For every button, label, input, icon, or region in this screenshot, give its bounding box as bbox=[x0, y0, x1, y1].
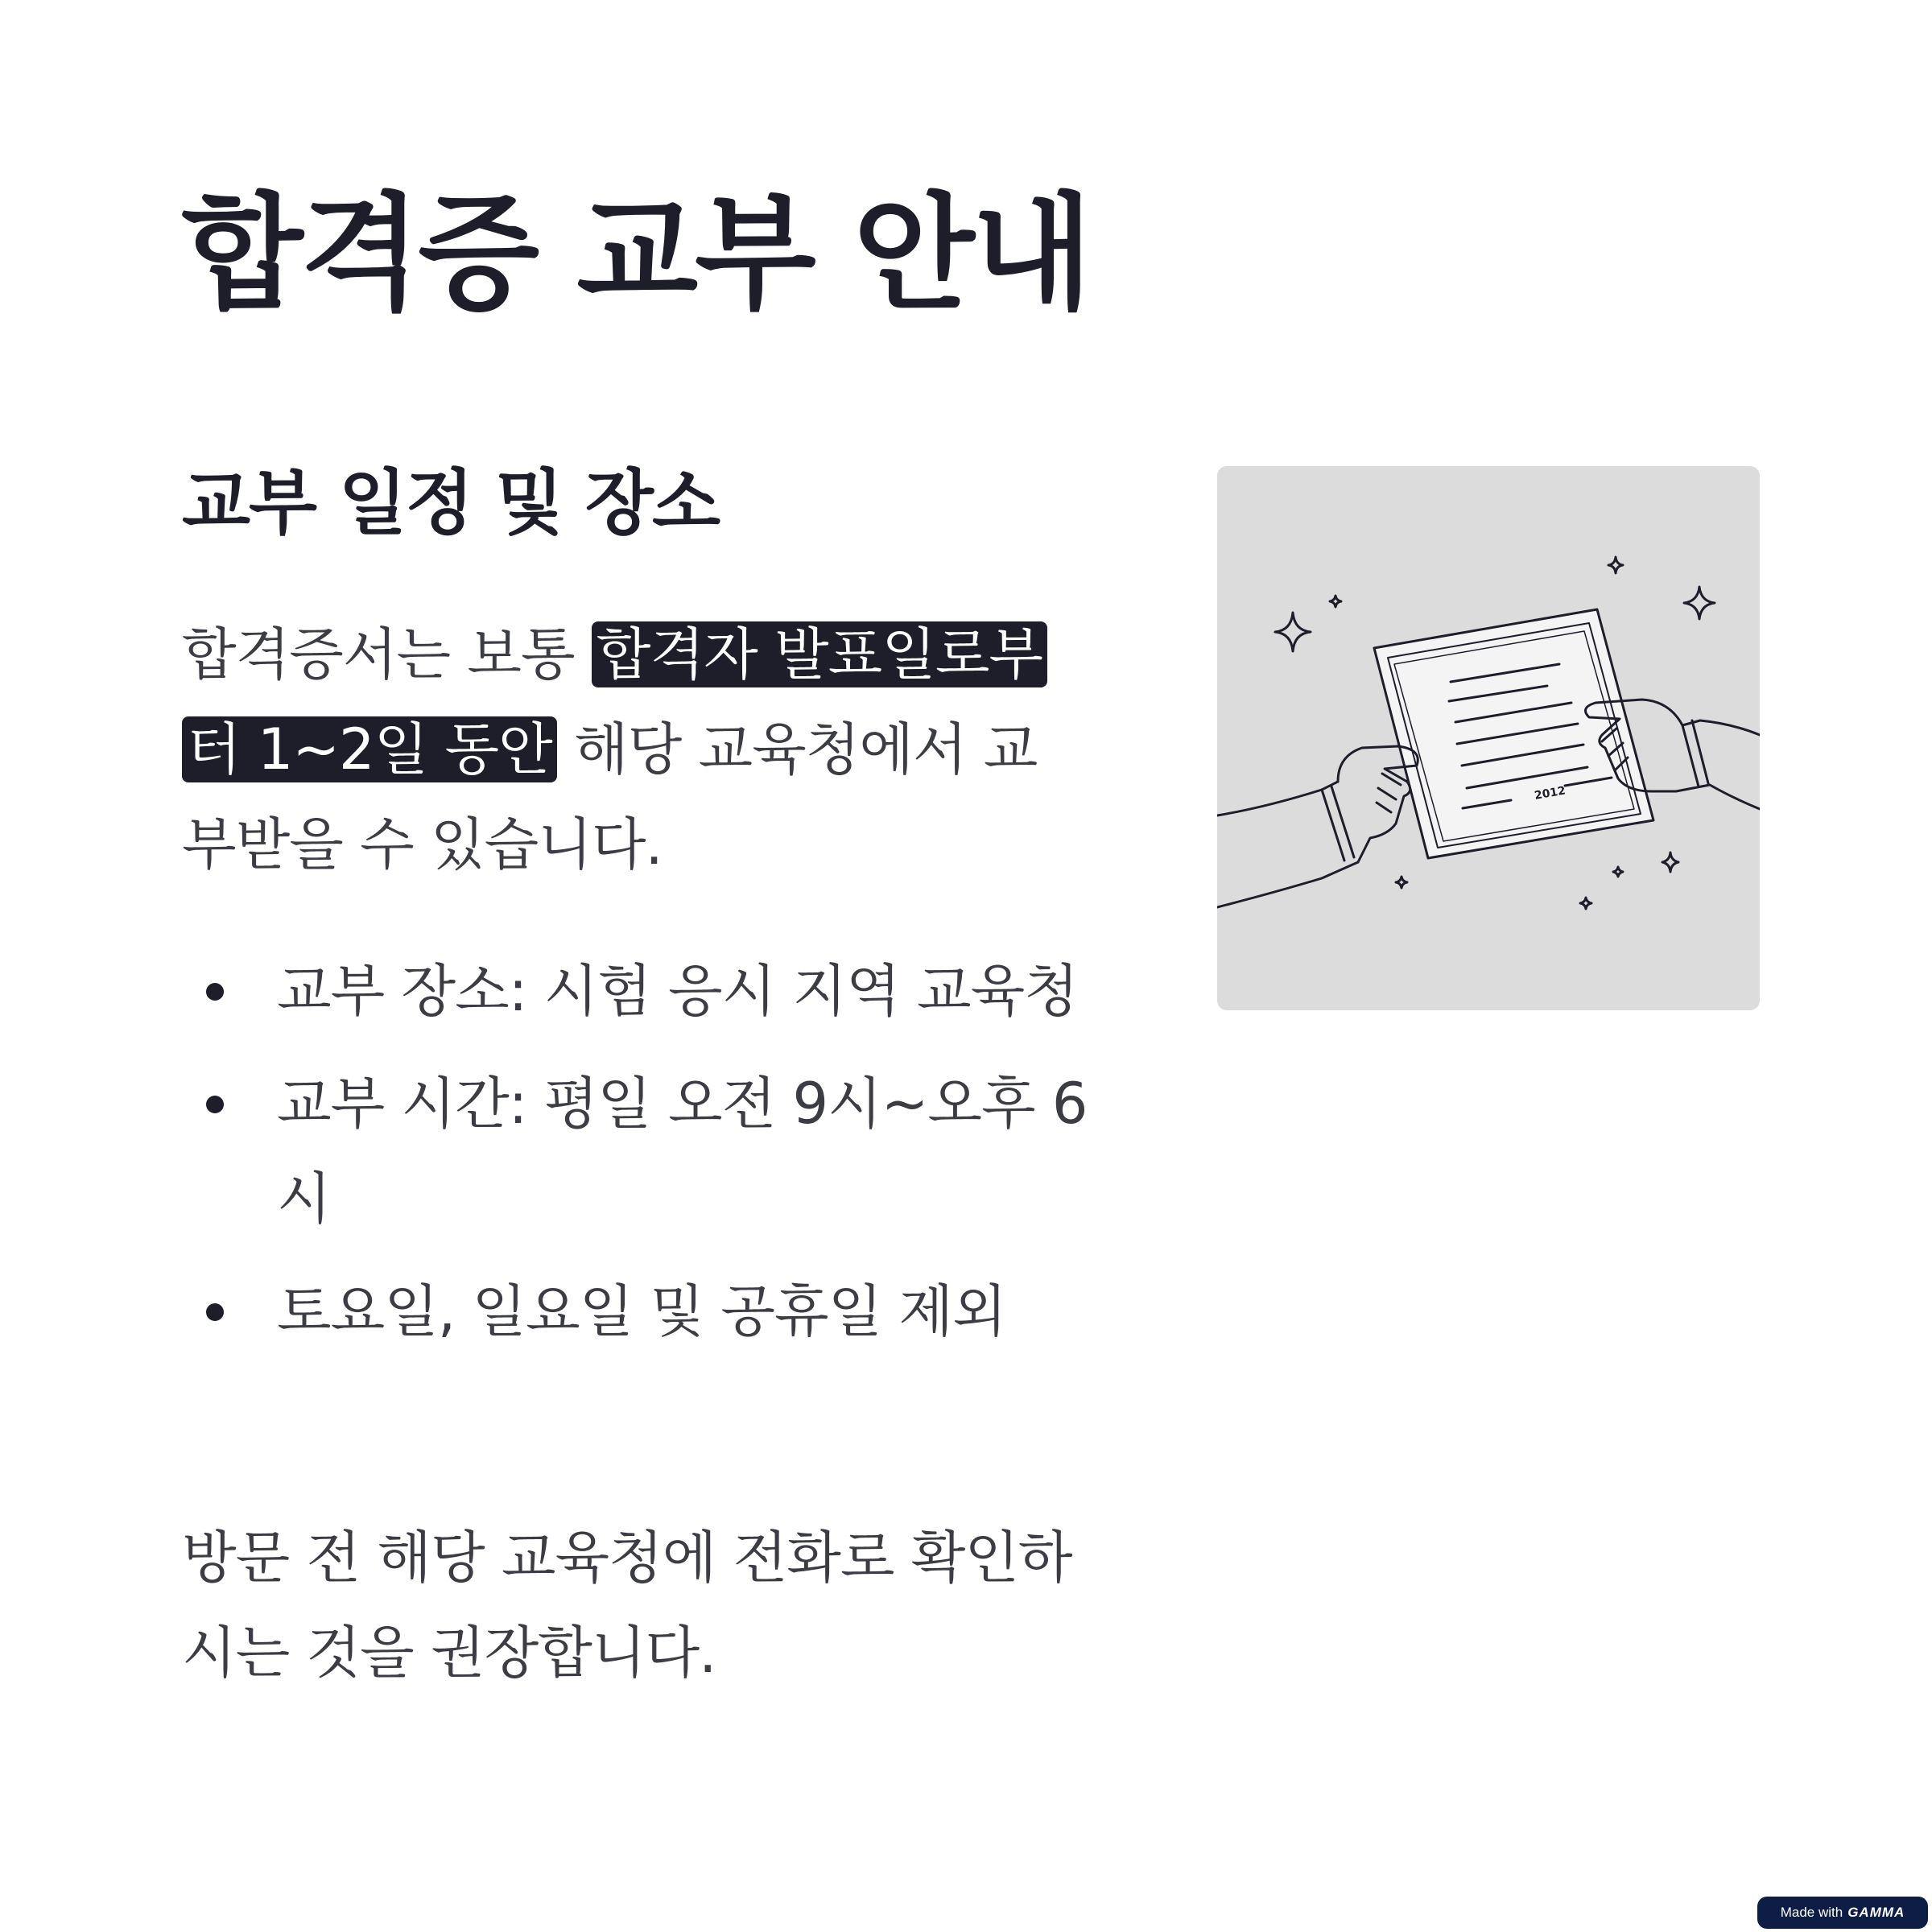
intro-text-before: 합격증서는 보통 bbox=[182, 621, 592, 687]
made-with-gamma-badge[interactable] bbox=[1757, 1897, 1928, 1929]
bullet-exceptions bbox=[182, 1264, 1088, 1359]
bullet-text: 교부 장소: 시험 응시 지역 교육청 bbox=[277, 958, 1078, 1024]
intro-paragraph bbox=[182, 607, 1088, 892]
intro-text-after: 해당 교육청에서 교부받을 수 있습니다. bbox=[182, 716, 1038, 877]
bullet-text: 교부 시간: 평일 오전 9시~오후 6시 bbox=[277, 1071, 1088, 1232]
certificate-year: 2012 bbox=[1533, 784, 1567, 803]
intro-highlight: 합격자 발표일로부터 1~2일 동안 bbox=[182, 621, 1047, 782]
bullet-text: 토요일, 일요일 및 공휴일 제외 bbox=[277, 1278, 1006, 1344]
bullet-dot-icon bbox=[206, 983, 224, 1001]
certificate-handover-illustration bbox=[1217, 466, 1760, 1010]
bullet-dot-icon bbox=[206, 1096, 224, 1113]
page-title: 합격증 교부 안내 bbox=[182, 180, 1090, 327]
bullet-location bbox=[182, 943, 1088, 1038]
gamma-logo: GAMMA bbox=[1847, 1905, 1905, 1920]
badge-prefix: Made with bbox=[1780, 1905, 1843, 1920]
bullet-dot-icon bbox=[206, 1303, 224, 1321]
bullet-hours bbox=[182, 1056, 1088, 1246]
info-bullet-list bbox=[182, 943, 1088, 1377]
closing-paragraph: 방문 전 해당 교육청에 전화로 확인하시는 것을 권장합니다. bbox=[182, 1525, 1072, 1686]
certificate-handover-icon bbox=[1217, 466, 1760, 1010]
section-title: 교부 일정 및 장소 bbox=[182, 461, 719, 544]
